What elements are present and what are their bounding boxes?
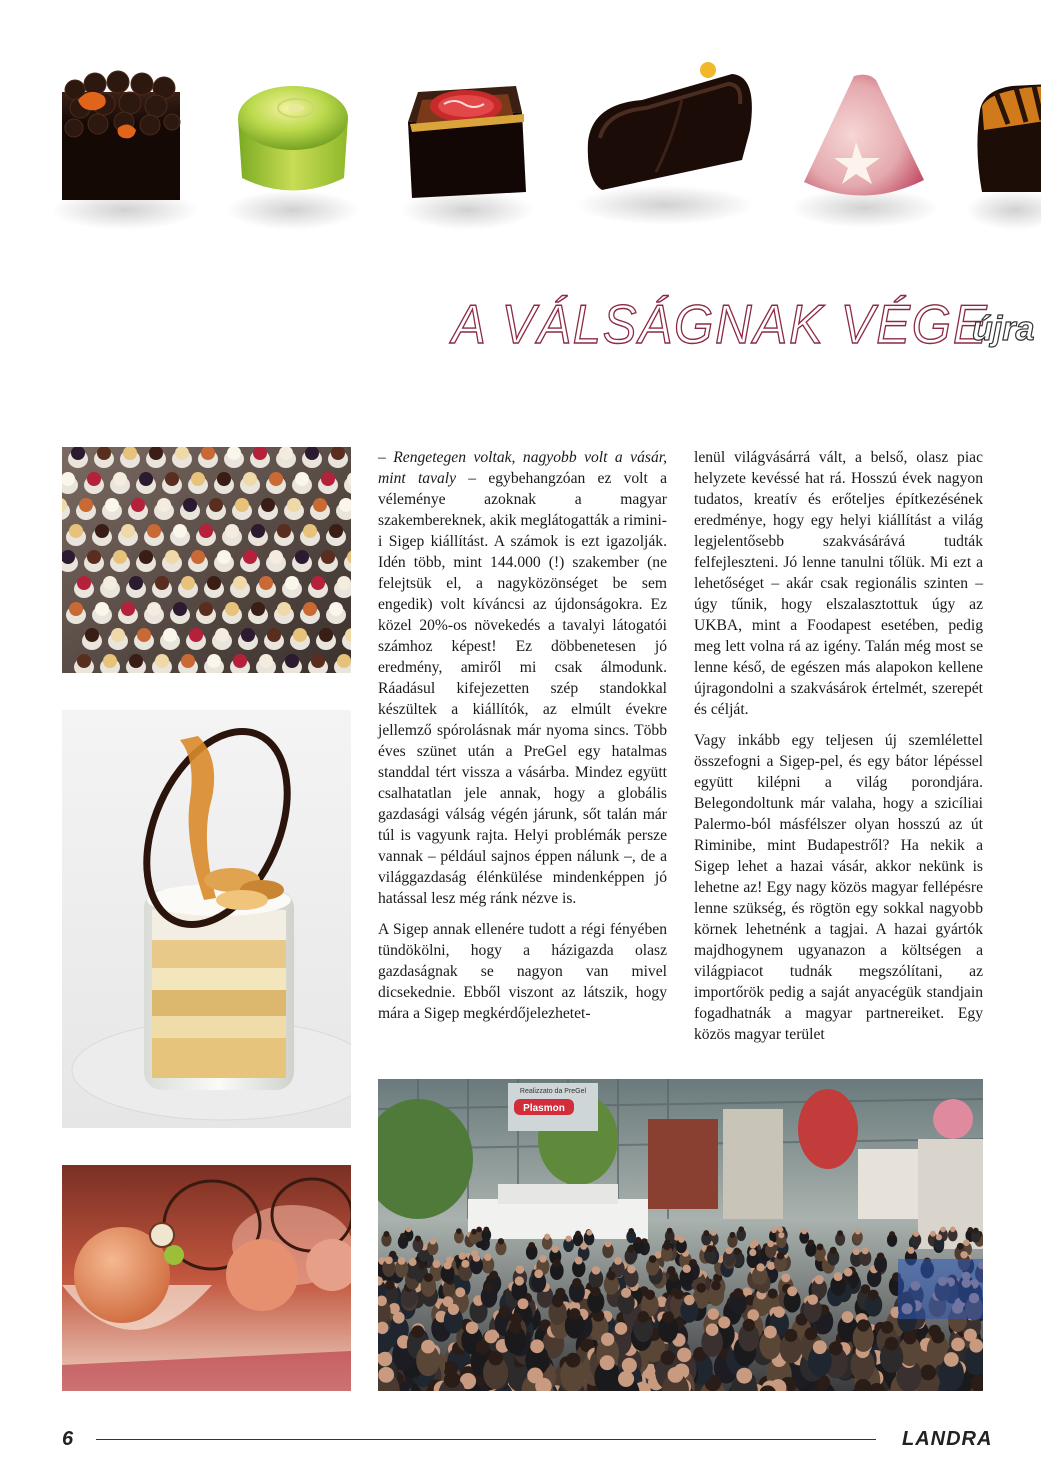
text-column-2 xyxy=(694,447,983,1055)
chocolate-red-square xyxy=(404,82,532,202)
chocolate-bubble-square xyxy=(60,70,185,205)
paragraph-sigep: A Sigep annak ellenére tudott a régi fényében tündökölni, hogy a házigazda olasz gazdaságnak se nagyon van mivel dicsekednie. Ebből viszont az látszik, hogy mára a Sigep megkérdőjelezhetet- xyxy=(378,921,667,1022)
photo-trade-fair xyxy=(378,1079,983,1391)
article-title-continuation: újra xyxy=(972,310,1035,348)
chocolate-pink-cone xyxy=(798,70,930,210)
paragraph-intro: – Rengetegen voltak, nagyobb volt a vásár, mint tavaly – egybehangzóan ez volt a véleménye azoknak a magyar szakembereknek, akik meglátogatták a rimini-i Sigep kiállítást. A számok is ezt igazolják. Idén több, mint 144.000 (!) szakember (ne felejtsük el, a nagyközönséget be sem engedik) volt kíváncsi az újdonságokra. Ez közel 20%-os növekedés a tavalyi látogatói számhoz képest! Ez döbbenetesen jó eredmény, amiről mi csak álmodunk. Ráadásul kifejezetten szép standokkal készültek a kiállítók, az elmúlt évekre jellemző spórolásnak már nyoma sincs. Több éves szünet után a PreGel egy hatalmas standdal tért vissza a vásárba. Mindez együtt csalhatatlan jele annak, hogy a globális gazdasági válság végén járunk, sőt talán már túl is vagyunk rajta. Helyi problémák persze vannak – például sajnos éppen nálunk –, de a világgazdaság élénkülése mindenképpen jó hatással lesz még ránk nézve is. xyxy=(378,449,667,907)
chocolate-striped xyxy=(972,80,1041,200)
photo-mousse-glasses xyxy=(62,1165,351,1391)
paragraph-world-fair: lenül világvásárrá vált, a belső, olasz piac helyzete kevéssé hat rá. Hosszú évek nagyon tudatos, kreatív és erőteljes építkezésének eredménye, hogy egy helyi kiállítást a világ legjelentősebb szakvásárává tudták felfejleszteni. Jó lenne tanulni tőlük. Mi ezt a lehetőséget – akár csak regionális szinten – úgy tűnik, hogy elszalasztottuk úgy az UKBA, mint a Foodapest esetében, pedig meg lett volna rá az igény. Talán még most se lenne késő, de egészen más alapokon kellene újragondolni a szakvásárok értelmét, szerepét és célját. xyxy=(694,449,983,718)
chocolate-green-round xyxy=(232,78,354,203)
photo-pastry-cups xyxy=(62,447,351,673)
photo-dessert-glass xyxy=(62,710,351,1128)
publication-brand: LANDRA xyxy=(902,1428,993,1450)
banner-plasmon: Plasmon xyxy=(523,1103,565,1114)
chocolate-row xyxy=(0,40,1041,240)
text-column-1 xyxy=(378,447,667,1034)
article-title: A VÁLSÁGNAK VÉGE xyxy=(452,293,989,355)
footer-divider xyxy=(96,1439,876,1440)
banner-realizzato: Realizzato da PreGel xyxy=(519,1088,587,1095)
chocolate-dark-log xyxy=(582,60,762,200)
paragraph-joint-appearance: Vagy inkább egy teljesen új szemlélettel összefogni a Sigep-pel, és egy bátor lépéssel együtt kilépni a világ porondjára. Belegondoltunk már valaha, hogy a szicíliai Palermo-ból másfélszer olyan hosszú az út Riminibe, mint Budapestről? Ha nekik a Sigep lehet a hazai vásár, akkor nekünk is lehetne az! Egy nagy közös magyar fellépésre lenne szükség, és rögtön egy sokkal nagyobb körnek lehetnénk a tagjai. A hazai gyártók majdhogynem ugyanazon a költségen a világpiacot tudnák megszólítani, az importőrök pedig a saját anyacégük standjain fogadhatnák a magyar partnereiket. Egy közös magyar terület xyxy=(694,732,983,1043)
page-number: 6 xyxy=(62,1428,74,1450)
